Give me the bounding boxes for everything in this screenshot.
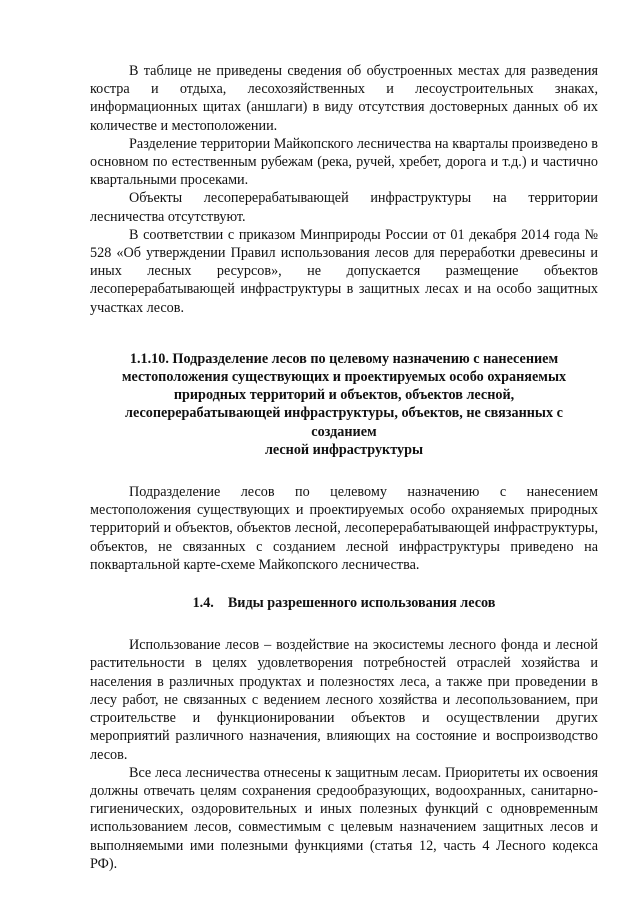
paragraph-quarter-division: Разделение территории Майкопского лесничества на кварталы произведено в основном по естественным рубежам (река, ручей, хребет, дорога и т.д.) и частично квартальными просеками. bbox=[90, 135, 598, 189]
paragraph-no-processing-objects: Объекты лесоперерабатывающей инфраструктуры на территории лесничества отсутствуют. bbox=[90, 190, 598, 225]
heading-line: 1.1.10. Подразделение лесов по целевому назначению с нанесением bbox=[129, 350, 559, 367]
paragraph-campfire-info: В таблице не приведены сведения об обустроенных местах для разведения костра и отдыха, лесохозяйственных и лесоустроительных знаках, информационных щитах (аншлаги) в виду отсутствия достоверных данных об их количестве и местоположении. bbox=[90, 63, 598, 134]
paragraph-protective-forests: Все леса лесничества отнесены к защитным лесам. Приоритеты их освоения должны отвечать целям сохранения средообразующих, водоохранных, санитарно-гигиенических, оздоровительных и иных полезных функций с одновременным использованием лесов, совместимым с целевым назначением защитных лесов и выполняемыми ими полезными функциями (статья 12, часть 4 Лесного кодекса РФ). bbox=[90, 764, 598, 872]
paragraph-forest-subdivision: Подразделение лесов по целевому назначению с нанесением местоположения существующих и проектируемых особо охраняемых природных территорий и объектов, объектов лесной, лесоперерабатывающей инфраструктуры, объектов, не связанных с созданием лесной инфраструктуры приведено на поквартальной карте-схеме Майкопского лесничества. bbox=[90, 484, 598, 573]
heading-line: созданием bbox=[311, 423, 377, 440]
heading-line: природных территорий и объектов, объектов лесной, bbox=[173, 387, 515, 404]
paragraph-forest-use-definition: Использование лесов – воздействие на экосистемы лесного фонда и лесной растительности в целях удовлетворения потребностей отраслей хозяйства и населения в различных продуктах и полезностях леса, а также при проведении в лесу работ, не связанных с ведением лесного хозяйства и лесопользованием, при строительстве и функционировании объектов и осуществлении других мероприятий различного назначения, влияющих на состояние и воспроизводство лесов. bbox=[90, 637, 598, 763]
document-page bbox=[90, 62, 598, 873]
heading-line: лесоперерабатывающей инфраструктуры, объектов, не связанных с bbox=[125, 405, 563, 422]
heading-line: местоположения существующих и проектируемых особо охраняемых bbox=[121, 369, 567, 386]
heading-line: лесной инфраструктуры bbox=[264, 441, 424, 458]
section-heading-1-1-10 bbox=[90, 350, 598, 459]
section-title: Виды разрешенного использования лесов bbox=[227, 595, 496, 612]
paragraph-ministry-order: В соответствии с приказом Минприроды России от 01 декабря 2014 года № 528 «Об утверждении Правил использования лесов для переработки древесины и иных лесных ресурсов», не допускается размещение объектов лесоперерабатывающей инфраструктуры в защитных лесах и на особо защитных участках лесов. bbox=[90, 226, 598, 316]
section-number: 1.4. bbox=[192, 595, 214, 612]
section-heading-1-4 bbox=[90, 594, 598, 612]
